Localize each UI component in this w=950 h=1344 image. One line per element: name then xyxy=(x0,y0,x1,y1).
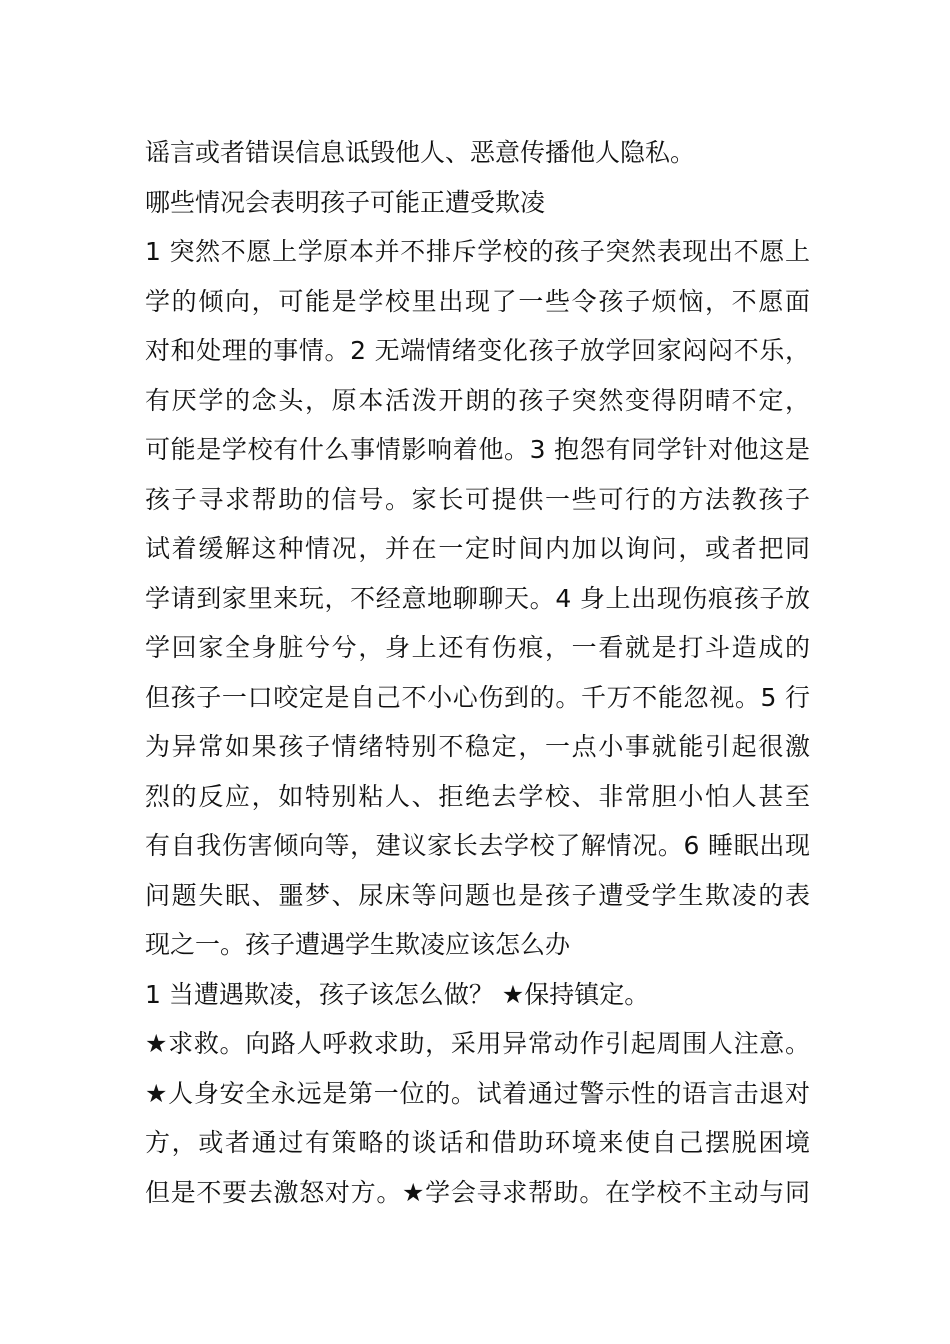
text-line: 问题失眠、噩梦、尿床等问题也是孩子遭受学生欺凌的表 xyxy=(145,880,810,910)
text-line: 试着缓解这种情况，并在一定时间内加以询问，或者把同 xyxy=(145,534,810,563)
text-line: 但是不要去激怒对方。★学会寻求帮助。在学校不主动与同 xyxy=(145,1177,810,1207)
text-line: 对和处理的事情。2 无端情绪变化孩子放学回家闷闷不乐， xyxy=(145,336,810,365)
text-line: ★人身安全永远是第一位的。试着通过警示性的语言击退对 xyxy=(145,1078,810,1108)
text-line: 为异常如果孩子情绪特别不稳定，一点小事就能引起很激 xyxy=(145,732,810,761)
text-line: 孩子寻求帮助的信号。家长可提供一些可行的方法教孩子 xyxy=(145,484,810,514)
text-line: 方，或者通过有策略的谈话和借助环境来使自己摆脱困境 xyxy=(145,1128,810,1157)
text-line: 现之一。孩子遭遇学生欺凌应该怎么办 xyxy=(145,930,571,959)
text-line: 谣言或者错误信息诋毁他人、恶意传播他人隐私。 xyxy=(145,138,696,167)
text-line: 有厌学的念头，原本活泼开朗的孩子突然变得阴晴不定， xyxy=(145,385,810,415)
text-line: 烈的反应，如特别粘人、拒绝去学校、非常胆小怕人甚至 xyxy=(145,781,810,811)
text-line: 但孩子一口咬定是自己不小心伤到的。千万不能忽视。5 行 xyxy=(145,682,810,712)
text-line: 有自我伤害倾向等，建议家长去学校了解情况。6 睡眠出现 xyxy=(145,831,810,860)
text-line: 学的倾向，可能是学校里出现了一些令孩子烦恼，不愿面 xyxy=(145,286,810,316)
text-line: 1 当遭遇欺凌，孩子该怎么做？ ★保持镇定。 xyxy=(145,979,650,1009)
text-line: 哪些情况会表明孩子可能正遭受欺凌 xyxy=(145,187,546,217)
text-line: ★求救。向路人呼救求助，采用异常动作引起周围人注意。 xyxy=(145,1029,810,1058)
text-line: 学请到家里来玩，不经意地聊聊天。4 身上出现伤痕孩子放 xyxy=(145,583,810,613)
text-line: 1 突然不愿上学原本并不排斥学校的孩子突然表现出不愿上 xyxy=(145,237,810,266)
text-line: 可能是学校有什么事情影响着他。3 抱怨有同学针对他这是 xyxy=(145,435,810,464)
body-text xyxy=(145,128,810,1217)
text-line: 学回家全身脏兮兮，身上还有伤痕，一看就是打斗造成的 xyxy=(145,633,810,662)
